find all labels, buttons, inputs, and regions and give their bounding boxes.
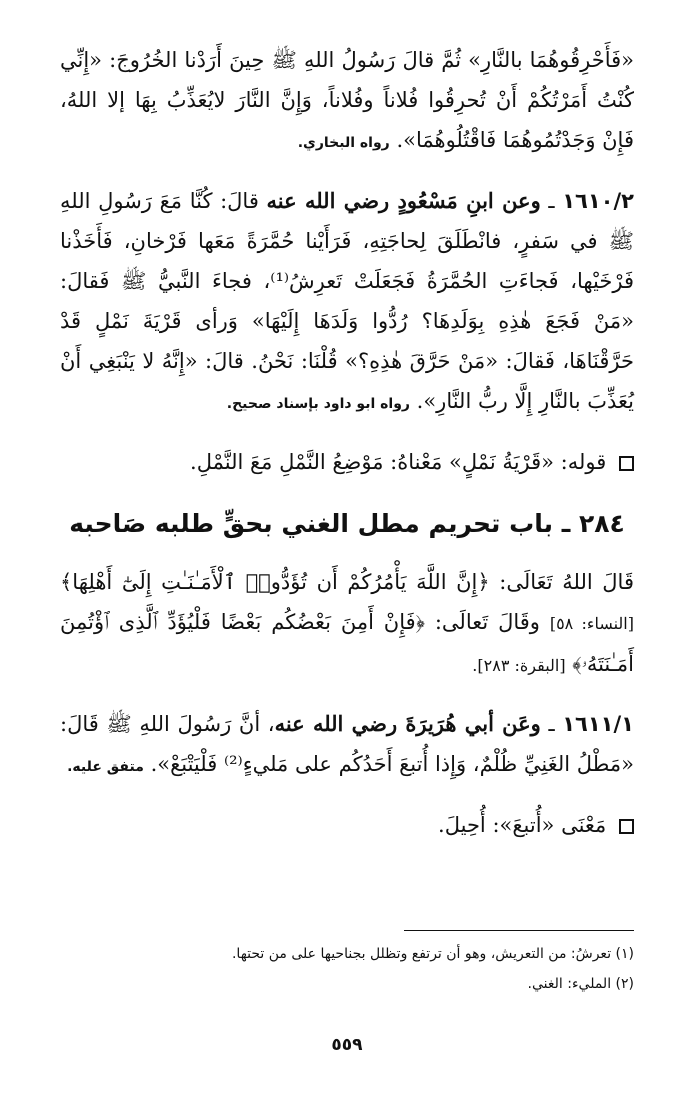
hadith-paragraph-1611: ١٦١١/١ ـ وعَن أبي هُرَيرَةَ رضي الله عنه، أنَّ رَسُولَ اللهِ ﷺ قَالَ: «مَطْلُ الغَنِيِّ ظُلْمٌ، وَإِذا أُتبعَ أَحَدُكُم على مَليءٍ⁽²⁾ فَلْيَتْبَعْ». متفق عليه. xyxy=(60,711,634,776)
hadith-text: قالَ: كُنَّا مَعَ رَسُولِ اللهِ ﷺ في سَفرٍ، فانْطَلَقَ لِحاجَتِهِ، فَرَأَيْنا حُمَّرَةً مَعَها فَرْخانِ، فَأَخَذْنا فَرْخَيْها، فَجاءَتِ الحُمَّرَةُ فَجَعَلَتْ تَعرِشُ⁽¹⁾، فجاءَ النَّبيُّ ﷺ فَقالَ: «مَنْ فَجَعَ هٰذِهِ بِوَلَدِهَا؟ رُدُّوا وَلَدَهَا إِلَيْهَا» وَرأى قَرْيَةَ نَمْلٍ قَدْ حَرَّقْنَاهَا، فَقالَ: «مَنْ حَرَّقَ هٰذِهِ؟» قُلْنَا: نَحْنُ. قالَ: «إِنَّهُ لا يَنْبَغِي أَنْ يُعَذِّبَ بالنَّارِ إِلَّا ربُّ النَّارِ». xyxy=(60,189,634,413)
page-number: ٥٥٩ xyxy=(331,1035,363,1055)
hadith-source: رواه البخاري. xyxy=(297,135,390,151)
note-text: مَعْنَى «أُتبعَ»: أُحِيلَ. xyxy=(438,813,607,837)
footnote-divider xyxy=(404,930,634,931)
hadith-paragraph-end xyxy=(60,40,634,163)
verse-reference: [النساء: ٥٨] xyxy=(549,614,634,633)
hadith-source: متفق عليه. xyxy=(67,759,144,775)
hadith-narrator: وعَن أبي هُرَيرَةَ رضي الله عنه xyxy=(274,711,541,736)
note-text: قوله: «قَرْيَةُ نَمْلٍ» مَعْناهُ: مَوْضِعُ النَّمْلِ مَعَ النَّمْلِ. xyxy=(190,450,607,474)
hadith-source: رواه ابو داود بإسناد صحيح. xyxy=(226,396,410,412)
square-bullet-icon xyxy=(619,456,634,471)
verse-reference: [البقرة: ٢٨٣]. xyxy=(472,656,566,675)
hadith-text: «فَأَحْرِقُوهُمَا بالنَّارِ» ثُمَّ قالَ رَسُولُ اللهِ ﷺ حِينَ أَرَدْنا الخُرُوجَ: «إِنِّي كُنْتُ أَمَرْتُكُمْ أَنْ تُحرِقُوا فُلاناً وفُلاناً، وَإِنَّ النَّارَ لايُعَذِّبُ بِهَا إلا اللهُ، فَإِنْ وَجَدْتُمُوهُمَا فَاقْتُلُوهُمَا». xyxy=(60,48,634,152)
hadith-narrator: وعن ابنِ مَسْعُودٍ رضي الله عنه xyxy=(266,188,541,213)
hadith-paragraph-1610: ١٦١٠/٢ ـ وعن ابنِ مَسْعُودٍ رضي الله عنه قالَ: كُنَّا مَعَ رَسُولِ اللهِ ﷺ في سَفرٍ، فانْطَلَقَ لِحاجَتِهِ، فَرَأَيْنا حُمَّرَةً مَعَها فَرْخانِ، فَأَخَذْنا فَرْخَيْها، فَجاءَتِ الحُمَّرَةُ فَجَعَلَتْ تَعرِشُ⁽¹⁾، فجاءَ النَّبيُّ ﷺ فَقالَ: «مَنْ فَجَعَ هٰذِهِ بِوَلَدِهَا؟ رُدُّوا وَلَدَهَا إِلَيْهَا» وَرأى قَرْيَةَ نَمْلٍ قَدْ حَرَّقْنَاهَا، فَقالَ: «مَنْ حَرَّقَ هٰذِهِ؟» قُلْنَا: نَحْنُ. قالَ: «إِنَّهُ لا يَنْبَغِي أَنْ يُعَذِّبَ بالنَّارِ إِلَّا ربُّ النَّارِ». رواه ابو داود بإسناد صحيح. xyxy=(60,188,634,413)
hadith-number: ١٦١١/١ xyxy=(562,712,634,736)
hadith-number: ١٦١٠/٢ xyxy=(562,189,634,213)
page-body xyxy=(60,40,634,867)
explanation-note xyxy=(60,805,634,845)
explanation-note xyxy=(60,442,634,482)
chapter-heading: ٢٨٤ ـ باب تحريم مطل الغني بحقٍّ طلبه صَاحبه xyxy=(69,509,625,538)
footnotes xyxy=(60,930,634,999)
verse-text: وقَالَ تَعالَى: ﴿فَإِنْ أَمِنَ بَعْضُكُم بَعْضًا فَلْيُؤَدِّ ٱلَّذِى ٱؤْتُمِنَ أَمَـٰنَتَهُۥ﴾ xyxy=(60,610,634,676)
square-bullet-icon xyxy=(619,819,634,834)
footnote-item: (١) تعرشُ: من التعريش، وهو أن ترتفع وتظلل بجناحيها على من تحتها. xyxy=(231,946,634,962)
footnote-item: (٢) المليء: الغني. xyxy=(527,976,634,992)
hadith-text: ، أنَّ رَسُولَ اللهِ ﷺ قَالَ: «مَطْلُ الغَنِيِّ ظُلْمٌ، وَإِذا أُتبعَ أَحَدُكُم على مَليءٍ⁽²⁾ فَلْيَتْبَعْ». xyxy=(60,712,634,776)
quran-verses xyxy=(60,562,634,686)
verse-text: قَالَ اللهُ تَعَالَى: ﴿إِنَّ اللَّهَ يَأْمُرُكُمْ أَن تُؤَدُّوا۟ ٱلْأَمَـٰنَـٰتِ إِلَىٰٓ أَهْلِهَا﴾ xyxy=(60,570,634,594)
